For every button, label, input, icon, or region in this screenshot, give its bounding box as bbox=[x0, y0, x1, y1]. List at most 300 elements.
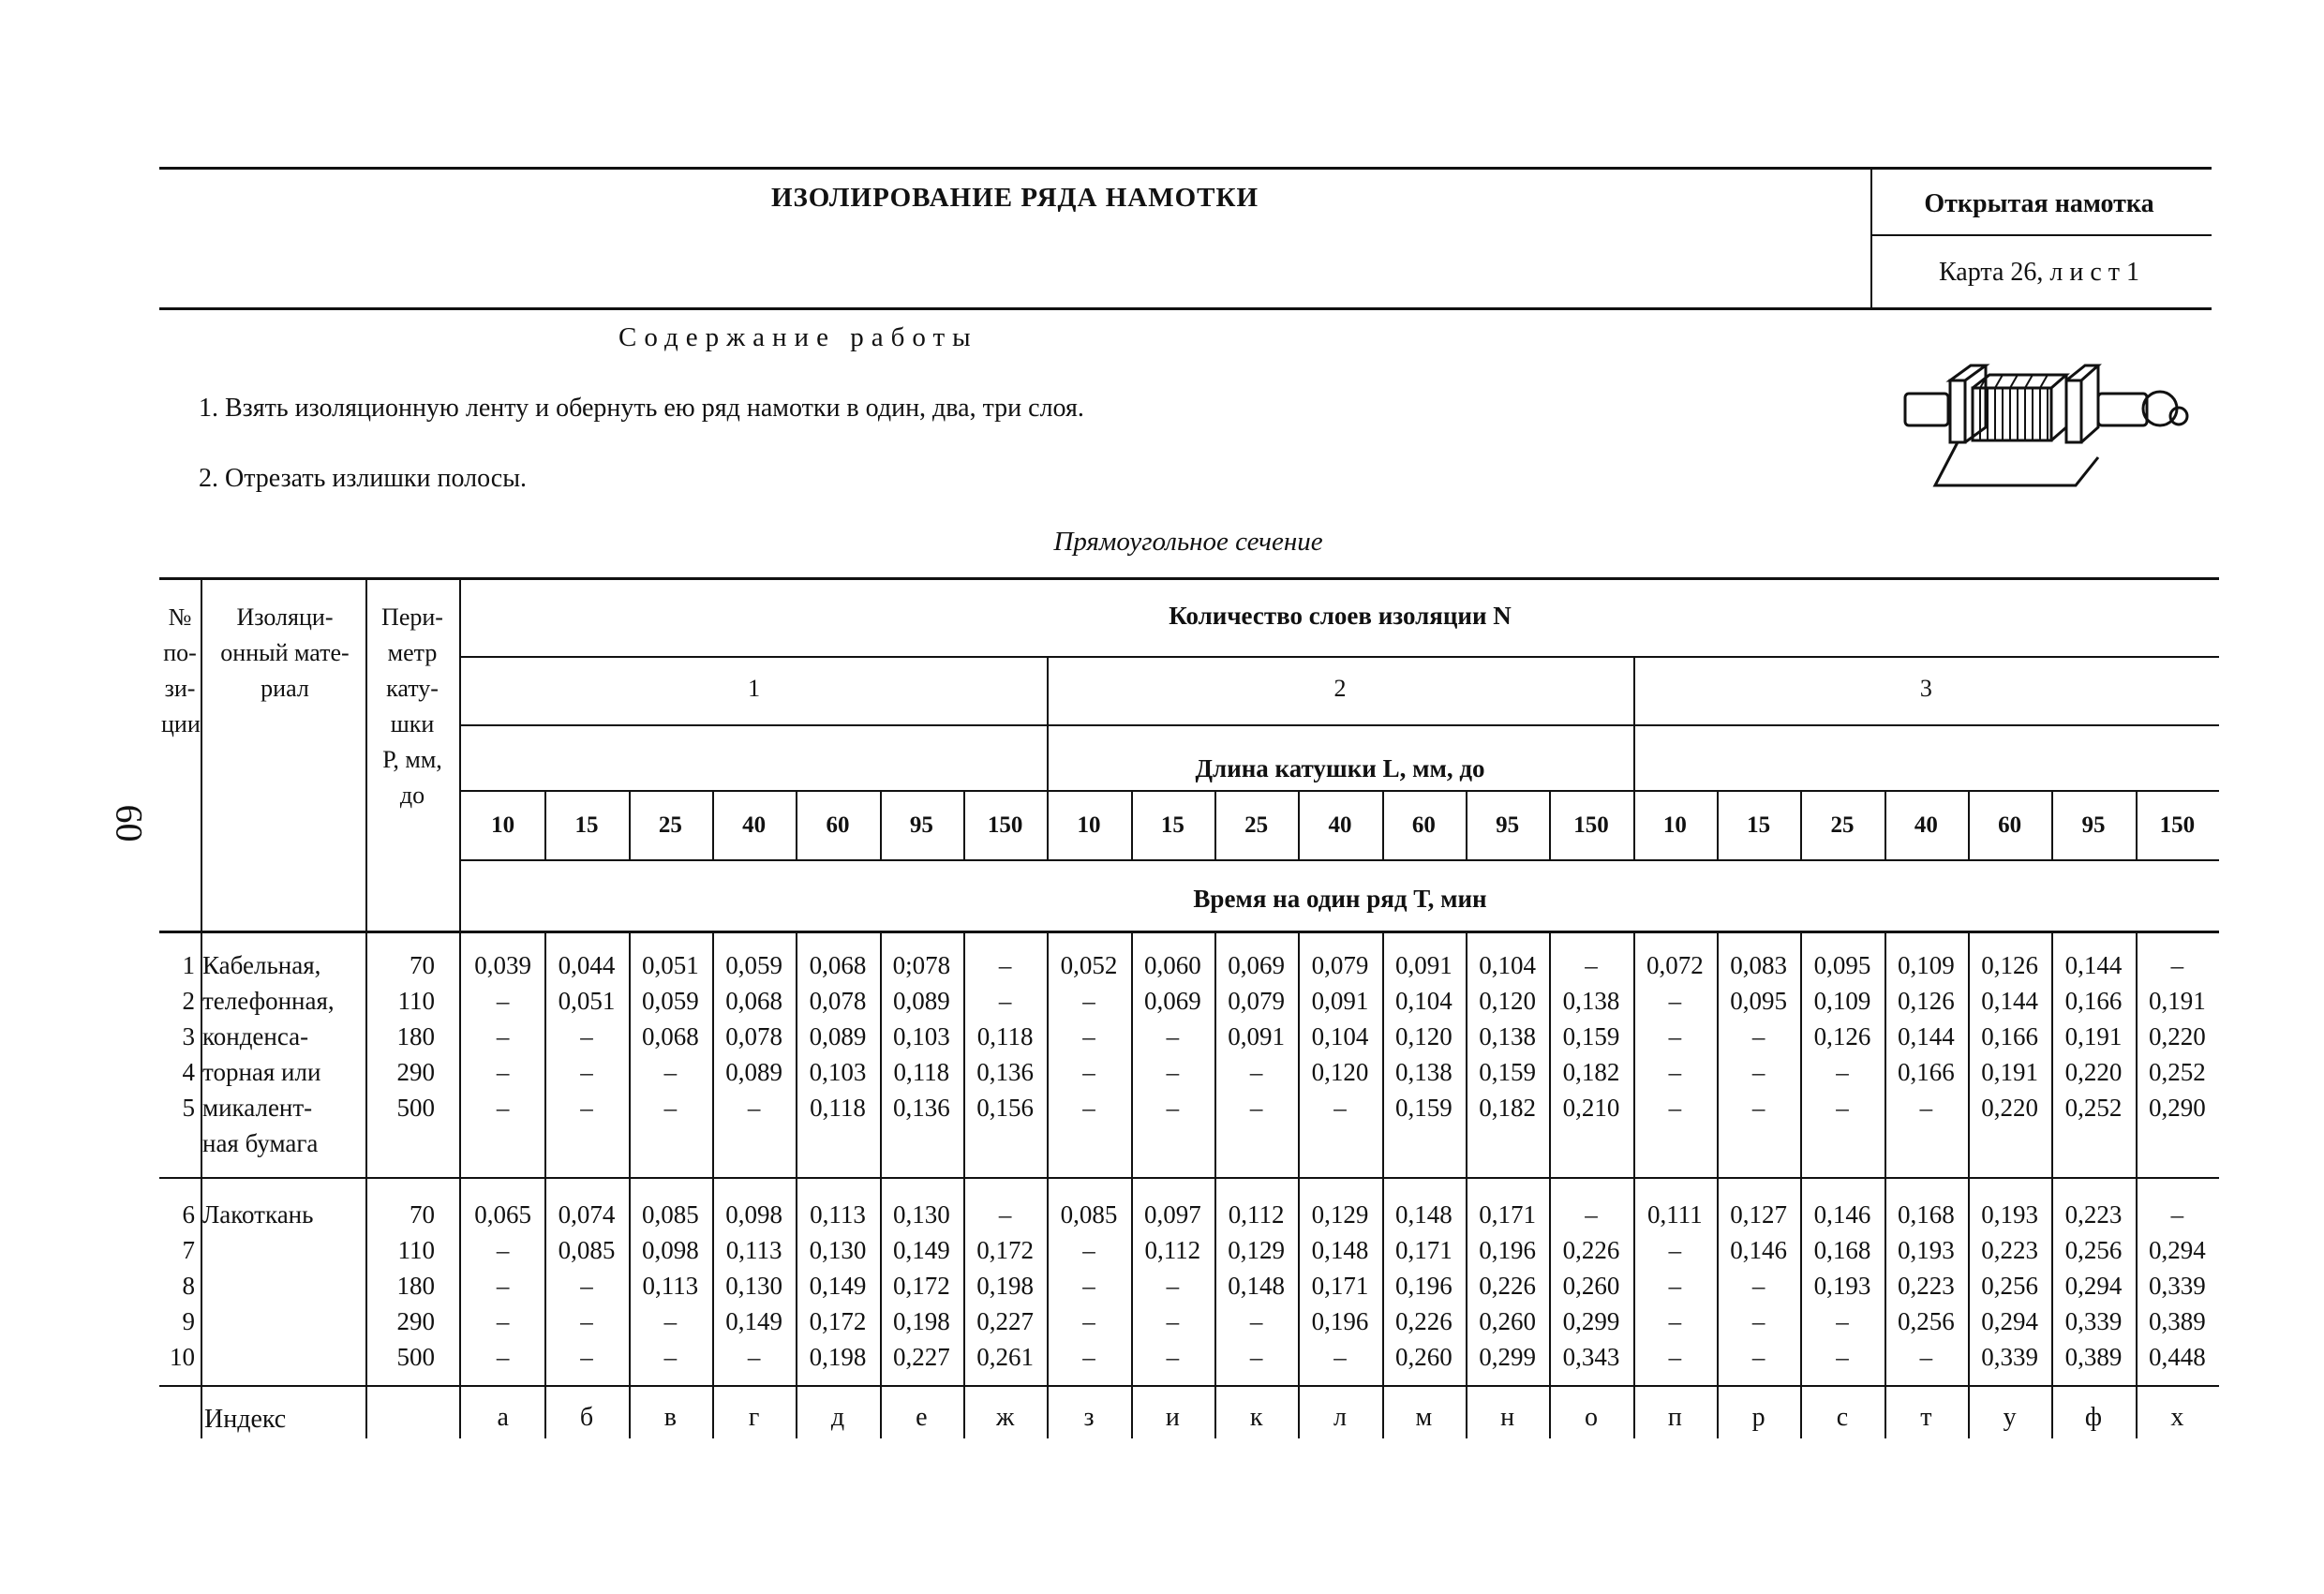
layer-group-2: 2 bbox=[1333, 675, 1347, 702]
row-perimeter: 500 bbox=[396, 1094, 435, 1122]
index-1: б bbox=[579, 1403, 594, 1432]
table-cell: 0,089 bbox=[809, 1022, 867, 1050]
group-separator bbox=[159, 1177, 2219, 1179]
table-cell: 0,172 bbox=[809, 1307, 867, 1335]
length-col-6: 150 bbox=[987, 812, 1023, 838]
table-cell: – bbox=[496, 1272, 510, 1300]
table-top-rule bbox=[159, 577, 2219, 580]
table-cell: – bbox=[1668, 1094, 1682, 1122]
index-4: д bbox=[830, 1403, 845, 1432]
table-cell: – bbox=[1166, 1272, 1180, 1300]
index-separator bbox=[159, 1385, 2219, 1387]
table-cell: – bbox=[1082, 1094, 1095, 1122]
page-title: ИЗОЛИРОВАНИЕ РЯДА НАМОТКИ bbox=[770, 183, 1259, 213]
table-cell: – bbox=[1082, 1307, 1095, 1335]
table-cell: 0,079 bbox=[1228, 987, 1286, 1015]
table-cell: – bbox=[998, 1200, 1012, 1229]
table-cell: – bbox=[1836, 1094, 1849, 1122]
table-cell: – bbox=[1249, 1058, 1263, 1086]
table-cell: 0,260 bbox=[1394, 1343, 1452, 1371]
table-cell: 0,294 bbox=[2064, 1272, 2123, 1300]
length-col-10: 40 bbox=[1328, 812, 1352, 838]
table-cell: 0,343 bbox=[1562, 1343, 1620, 1371]
table-cell: 0,220 bbox=[1981, 1094, 2039, 1122]
table-cell: 0,091 bbox=[1228, 1022, 1286, 1050]
table-cell: 0,078 bbox=[809, 987, 867, 1015]
step-1: 1. Взять изоляционную ленту и обернуть ею ряд намотки в один, два, три слоя. bbox=[199, 394, 1084, 423]
table-cell: 0,223 bbox=[1981, 1236, 2039, 1264]
index-16: с bbox=[1836, 1403, 1849, 1432]
material-line: телефонная, bbox=[202, 987, 335, 1015]
index-7: з bbox=[1083, 1403, 1095, 1432]
table-cell: – bbox=[1751, 1272, 1765, 1300]
table-cell: – bbox=[2170, 1200, 2184, 1229]
length-col-18: 60 bbox=[1998, 812, 2022, 838]
table-cell: – bbox=[496, 1058, 510, 1086]
table-cell: – bbox=[1333, 1343, 1347, 1371]
layer-group-1: 1 bbox=[748, 675, 761, 702]
row-num: 9 bbox=[182, 1307, 195, 1335]
table-cell: – bbox=[1668, 1307, 1682, 1335]
table-cell: 0,148 bbox=[1311, 1236, 1369, 1264]
table-cell: – bbox=[1249, 1094, 1263, 1122]
table-cell: 0,126 bbox=[1981, 951, 2039, 979]
table-rule bbox=[461, 790, 2219, 792]
table-cell: – bbox=[1585, 1200, 1598, 1229]
index-10: л bbox=[1333, 1403, 1347, 1432]
table-rule bbox=[461, 859, 2219, 861]
table-cell: 0,120 bbox=[1311, 1058, 1369, 1086]
row-perimeter: 180 bbox=[396, 1022, 435, 1050]
table-cell: 0,196 bbox=[1479, 1236, 1537, 1264]
length-col-20: 150 bbox=[2159, 812, 2196, 838]
length-col-16: 25 bbox=[1830, 812, 1855, 838]
table-cell: – bbox=[747, 1343, 761, 1371]
length-col-12: 95 bbox=[1496, 812, 1520, 838]
coil-illustration bbox=[1898, 354, 2216, 495]
index-13: о bbox=[1584, 1403, 1598, 1432]
table-cell: 0,130 bbox=[725, 1272, 783, 1300]
table-cell: 0,389 bbox=[2064, 1343, 2123, 1371]
table-cell: – bbox=[1249, 1343, 1263, 1371]
table-cell: 0,149 bbox=[725, 1307, 783, 1335]
material-line: ная бумага bbox=[202, 1129, 319, 1157]
table-cell: – bbox=[496, 1343, 510, 1371]
table-cell: 0,065 bbox=[474, 1200, 532, 1229]
table-cell: 0,136 bbox=[976, 1058, 1035, 1086]
table-cell: 0,159 bbox=[1394, 1094, 1452, 1122]
table-cell: 0,091 bbox=[1394, 951, 1452, 979]
table-cell: 0,166 bbox=[2064, 987, 2123, 1015]
table-cell: 0,113 bbox=[642, 1272, 699, 1300]
table-cell: – bbox=[1668, 1022, 1682, 1050]
table-cell: 0,068 bbox=[725, 987, 783, 1015]
row-num: 1 bbox=[182, 951, 195, 979]
table-cell: 0,168 bbox=[1897, 1200, 1955, 1229]
table-cell: 0,299 bbox=[1479, 1343, 1537, 1371]
table-cell: 0,104 bbox=[1479, 951, 1537, 979]
table-cell: – bbox=[998, 987, 1012, 1015]
table-cell: 0;078 bbox=[892, 951, 951, 979]
winding-type: Открытая намотка bbox=[1924, 189, 2154, 218]
table-cell: 0,112 bbox=[1228, 1200, 1285, 1229]
table-cell: 0,256 bbox=[1981, 1272, 2039, 1300]
table-cell: 0,136 bbox=[892, 1094, 950, 1122]
table-cell: 0,159 bbox=[1562, 1022, 1620, 1050]
table-cell: – bbox=[1082, 987, 1095, 1015]
header-length: Длина катушки L, мм, до bbox=[1195, 754, 1485, 782]
table-cell: 0,191 bbox=[1981, 1058, 2039, 1086]
table-cell: 0,294 bbox=[2148, 1236, 2206, 1264]
layer-group-3: 3 bbox=[1919, 675, 1932, 702]
index-8: и bbox=[1165, 1403, 1180, 1432]
table-cell: 0,168 bbox=[1813, 1236, 1871, 1264]
table-cell: – bbox=[1166, 1343, 1180, 1371]
table-cell: – bbox=[663, 1343, 678, 1371]
row-perimeter: 180 bbox=[396, 1272, 435, 1300]
index-11: м bbox=[1415, 1403, 1433, 1432]
table-cell: 0,146 bbox=[1730, 1236, 1788, 1264]
index-20: х bbox=[2170, 1403, 2184, 1432]
page-number: 60 bbox=[108, 804, 151, 842]
table-cell: 0,227 bbox=[892, 1343, 950, 1371]
table-cell: – bbox=[1585, 951, 1598, 979]
material-line: микалент- bbox=[202, 1094, 313, 1122]
table-cell: – bbox=[1166, 1094, 1180, 1122]
table-cell: 0,120 bbox=[1394, 1022, 1452, 1050]
table-cell: 0,098 bbox=[641, 1236, 699, 1264]
table-cell: 0,095 bbox=[1813, 951, 1871, 979]
table-cell: 0,256 bbox=[2064, 1236, 2123, 1264]
table-cell: 0,083 bbox=[1730, 951, 1788, 979]
table-cell: 0,260 bbox=[1562, 1272, 1620, 1300]
index-12: н bbox=[1500, 1403, 1515, 1432]
table-cell: 0,104 bbox=[1394, 987, 1452, 1015]
row-perimeter: 70 bbox=[410, 951, 435, 979]
table-cell: 0,074 bbox=[558, 1200, 616, 1229]
table-cell: 0,104 bbox=[1311, 1022, 1369, 1050]
table-cell: – bbox=[496, 987, 510, 1015]
header-bottom-rule bbox=[159, 931, 2219, 933]
index-label: Индекс bbox=[204, 1405, 287, 1434]
table-cell: 0,118 bbox=[810, 1094, 866, 1122]
table-cell: – bbox=[1668, 1058, 1682, 1086]
length-col-3: 40 bbox=[742, 812, 767, 838]
row-num: 10 bbox=[170, 1343, 195, 1371]
row-num: 4 bbox=[182, 1058, 195, 1086]
table-cell: 0,109 bbox=[1897, 951, 1955, 979]
table-cell: 0,220 bbox=[2064, 1058, 2123, 1086]
table-cell: 0,044 bbox=[558, 951, 616, 979]
table-cell: 0,261 bbox=[976, 1343, 1035, 1371]
table-cell: 0,226 bbox=[1394, 1307, 1452, 1335]
table-cell: 0,220 bbox=[2148, 1022, 2206, 1050]
table-cell: – bbox=[1751, 1343, 1765, 1371]
content-heading: Содержание работы bbox=[618, 322, 978, 352]
table-cell: – bbox=[1082, 1272, 1095, 1300]
table-cell: – bbox=[580, 1343, 593, 1371]
table-cell: 0,126 bbox=[1813, 1022, 1871, 1050]
table-cell: – bbox=[998, 951, 1012, 979]
table-cell: – bbox=[1082, 1236, 1095, 1264]
row-num: 6 bbox=[182, 1200, 195, 1229]
table-cell: – bbox=[1249, 1307, 1263, 1335]
table-cell: 0,193 bbox=[1813, 1272, 1871, 1300]
table-cell: 0,294 bbox=[1981, 1307, 2039, 1335]
table-cell: 0,193 bbox=[1981, 1200, 2039, 1229]
table-cell: – bbox=[1836, 1058, 1849, 1086]
table-cell: 0,149 bbox=[892, 1236, 950, 1264]
table-cell: 0,290 bbox=[2148, 1094, 2206, 1122]
material-line: Лакоткань bbox=[202, 1200, 314, 1229]
table-cell: 0,113 bbox=[725, 1236, 782, 1264]
row-perimeter: 70 bbox=[410, 1200, 435, 1229]
table-cell: 0,069 bbox=[1143, 987, 1201, 1015]
table-cell: 0,223 bbox=[2064, 1200, 2123, 1229]
index-3: г bbox=[748, 1403, 760, 1432]
material-line: Кабельная, bbox=[202, 951, 321, 979]
table-cell: – bbox=[1668, 1236, 1682, 1264]
table-cell: 0,191 bbox=[2064, 1022, 2123, 1050]
table-cell: – bbox=[1333, 1094, 1347, 1122]
table-cell: – bbox=[1919, 1343, 1933, 1371]
table-cell: 0,144 bbox=[1981, 987, 2039, 1015]
table-rule bbox=[461, 724, 2219, 726]
table-cell: 0,085 bbox=[1060, 1200, 1118, 1229]
index-17: т bbox=[1920, 1403, 1932, 1432]
table-cell: 0,171 bbox=[1311, 1272, 1369, 1300]
table-cell: 0,069 bbox=[1228, 951, 1286, 979]
table-cell: 0,198 bbox=[809, 1343, 867, 1371]
header-time: Время на один ряд Т, мин bbox=[1193, 885, 1487, 913]
index-6: ж bbox=[995, 1403, 1015, 1432]
table-cell: 0,148 bbox=[1228, 1272, 1286, 1300]
index-15: р bbox=[1751, 1403, 1765, 1432]
table-cell: 0,059 bbox=[725, 951, 783, 979]
table-cell: 0,109 bbox=[1813, 987, 1871, 1015]
length-col-1: 15 bbox=[574, 812, 599, 838]
table-cell: 0,223 bbox=[1897, 1272, 1955, 1300]
material-line: торная или bbox=[202, 1058, 321, 1086]
table-cell: 0,172 bbox=[892, 1272, 950, 1300]
table-cell: 0,149 bbox=[809, 1272, 867, 1300]
index-18: у bbox=[2003, 1403, 2017, 1432]
table-cell: 0,126 bbox=[1897, 987, 1955, 1015]
table-cell: – bbox=[1668, 987, 1682, 1015]
row-perimeter: 110 bbox=[397, 987, 435, 1015]
table-cell: 0,156 bbox=[976, 1094, 1035, 1122]
table-cell: 0,171 bbox=[1394, 1236, 1452, 1264]
row-num: 5 bbox=[182, 1094, 195, 1122]
table-cell: 0,118 bbox=[893, 1058, 950, 1086]
table-cell: 0,198 bbox=[892, 1307, 950, 1335]
table-cell: – bbox=[580, 1307, 593, 1335]
table-cell: 0,052 bbox=[1060, 951, 1118, 979]
table-cell: 0,159 bbox=[1479, 1058, 1537, 1086]
material-line: конденса- bbox=[202, 1022, 309, 1050]
row-perimeter: 500 bbox=[396, 1343, 435, 1371]
table-cell: 0,171 bbox=[1479, 1200, 1537, 1229]
table-cell: 0,089 bbox=[892, 987, 950, 1015]
table-cell: 0,256 bbox=[1897, 1307, 1955, 1335]
table-cell: 0,172 bbox=[976, 1236, 1035, 1264]
table-cell: 0,120 bbox=[1479, 987, 1537, 1015]
table-cell: 0,060 bbox=[1143, 951, 1201, 979]
length-col-9: 25 bbox=[1244, 812, 1269, 838]
table-cell: 0,068 bbox=[809, 951, 867, 979]
table-cell: 0,226 bbox=[1562, 1236, 1620, 1264]
table-cell: 0,191 bbox=[2148, 987, 2206, 1015]
table-cell: – bbox=[1082, 1022, 1095, 1050]
table-cell: – bbox=[1751, 1094, 1765, 1122]
table-cell: 0,098 bbox=[725, 1200, 783, 1229]
table-cell: – bbox=[747, 1094, 761, 1122]
table-cell: 0,166 bbox=[1897, 1058, 1955, 1086]
table-cell: – bbox=[1751, 1307, 1765, 1335]
table-cell: – bbox=[1668, 1343, 1682, 1371]
table-cell: – bbox=[1751, 1022, 1765, 1050]
table-cell: 0,103 bbox=[809, 1058, 867, 1086]
table-cell: – bbox=[496, 1094, 510, 1122]
table-cell: 0,103 bbox=[892, 1022, 950, 1050]
row-perimeter: 110 bbox=[397, 1236, 435, 1264]
table-cell: 0,138 bbox=[1562, 987, 1620, 1015]
table-cell: – bbox=[663, 1094, 678, 1122]
table-cell: – bbox=[580, 1058, 593, 1086]
table-cell: 0,227 bbox=[976, 1307, 1035, 1335]
row-perimeter: 290 bbox=[396, 1307, 435, 1335]
table-cell: 0,118 bbox=[976, 1022, 1034, 1050]
table-cell: 0,252 bbox=[2064, 1094, 2123, 1122]
table-cell: – bbox=[1919, 1094, 1933, 1122]
table-cell: – bbox=[1836, 1343, 1849, 1371]
table-cell: – bbox=[1751, 1058, 1765, 1086]
table-cell: 0,260 bbox=[1479, 1307, 1537, 1335]
table-cell: – bbox=[1166, 1058, 1180, 1086]
table-cell: 0,182 bbox=[1562, 1058, 1620, 1086]
length-col-5: 95 bbox=[909, 812, 933, 838]
table-cell: 0,198 bbox=[976, 1272, 1035, 1300]
card-number: Карта 26, л и с т 1 bbox=[1939, 258, 2139, 287]
table-cell: 0,127 bbox=[1730, 1200, 1788, 1229]
table-cell: 0,148 bbox=[1394, 1200, 1452, 1229]
index-5: е bbox=[916, 1403, 928, 1432]
header-layers: Количество слоев изоляции N bbox=[1169, 602, 1512, 630]
row-num: 3 bbox=[182, 1022, 195, 1050]
table-cell: 0,078 bbox=[725, 1022, 783, 1050]
table-cell: – bbox=[663, 1058, 678, 1086]
step-2: 2. Отрезать излишки полосы. bbox=[199, 464, 528, 493]
index-14: п bbox=[1667, 1403, 1682, 1432]
table-cell: 0,196 bbox=[1311, 1307, 1369, 1335]
table-cell: – bbox=[1166, 1307, 1180, 1335]
table-cell: 0,079 bbox=[1311, 951, 1369, 979]
length-col-4: 60 bbox=[826, 812, 850, 838]
length-col-15: 15 bbox=[1747, 812, 1771, 838]
table-cell: 0,130 bbox=[809, 1236, 867, 1264]
table-cell: 0,059 bbox=[641, 987, 699, 1015]
table-cell: 0,051 bbox=[641, 951, 699, 979]
table-cell: – bbox=[496, 1307, 510, 1335]
length-col-17: 40 bbox=[1914, 812, 1938, 838]
table-cell: 0,138 bbox=[1394, 1058, 1452, 1086]
table-cell: 0,089 bbox=[725, 1058, 783, 1086]
table-cell: 0,111 bbox=[1646, 1200, 1703, 1229]
col-header-material: Изоляци- онный мате- риал bbox=[220, 603, 350, 702]
table-cell: 0,085 bbox=[558, 1236, 616, 1264]
table-cell: 0,166 bbox=[1981, 1022, 2039, 1050]
table-cell: – bbox=[496, 1236, 510, 1264]
table-cell: – bbox=[1082, 1343, 1095, 1371]
table-cell: 0,072 bbox=[1646, 951, 1704, 979]
table-cell: – bbox=[496, 1022, 510, 1050]
table-cell: 0,339 bbox=[2064, 1307, 2123, 1335]
table-cell: – bbox=[1082, 1058, 1095, 1086]
col-header-num: № по- зи- ции bbox=[161, 603, 201, 737]
table-caption: Прямоугольное сечение bbox=[1053, 527, 1323, 557]
index-9: к bbox=[1249, 1403, 1263, 1432]
table-cell: – bbox=[580, 1022, 593, 1050]
table-cell: – bbox=[1836, 1307, 1849, 1335]
table-cell: 0,112 bbox=[1144, 1236, 1201, 1264]
index-2: в bbox=[663, 1403, 677, 1432]
table-cell: 0,144 bbox=[1897, 1022, 1955, 1050]
col-header-perimeter: Пери- метр кату- шки Р, мм, до bbox=[381, 603, 443, 809]
length-col-0: 10 bbox=[491, 812, 515, 838]
table-cell: 0,182 bbox=[1479, 1094, 1537, 1122]
length-col-8: 15 bbox=[1160, 812, 1184, 838]
table-cell: 0,389 bbox=[2148, 1307, 2206, 1335]
table-cell: – bbox=[580, 1272, 593, 1300]
table-cell: 0,051 bbox=[558, 987, 616, 1015]
table-cell: 0,196 bbox=[1394, 1272, 1452, 1300]
table-cell: – bbox=[1166, 1022, 1180, 1050]
table-cell: 0,091 bbox=[1311, 987, 1369, 1015]
length-col-7: 10 bbox=[1077, 812, 1101, 838]
index-0: а bbox=[497, 1403, 509, 1432]
table-cell: 0,097 bbox=[1143, 1200, 1201, 1229]
row-num: 8 bbox=[182, 1272, 195, 1300]
table-cell: 0,339 bbox=[2148, 1272, 2206, 1300]
table-cell: 0,144 bbox=[2064, 951, 2123, 979]
table-cell: 0,299 bbox=[1562, 1307, 1620, 1335]
table-cell: 0,039 bbox=[474, 951, 532, 979]
table-cell: 0,138 bbox=[1479, 1022, 1537, 1050]
table-cell: 0,226 bbox=[1479, 1272, 1537, 1300]
table-cell: 0,129 bbox=[1311, 1200, 1369, 1229]
table-cell: 0,068 bbox=[641, 1022, 699, 1050]
row-perimeter: 290 bbox=[396, 1058, 435, 1086]
table-cell: 0,095 bbox=[1730, 987, 1788, 1015]
table-rule bbox=[461, 656, 2219, 658]
table-cell: 0,113 bbox=[810, 1200, 866, 1229]
table-cell: 0,339 bbox=[1981, 1343, 2039, 1371]
length-col-14: 10 bbox=[1662, 812, 1687, 838]
row-num: 7 bbox=[182, 1236, 195, 1264]
length-col-2: 25 bbox=[658, 812, 682, 838]
table-cell: 0,448 bbox=[2148, 1343, 2206, 1371]
length-col-13: 150 bbox=[1573, 812, 1609, 838]
table-cell: – bbox=[1668, 1272, 1682, 1300]
length-col-11: 60 bbox=[1411, 812, 1436, 838]
table-cell: 0,210 bbox=[1562, 1094, 1620, 1122]
index-19: ф bbox=[2084, 1403, 2103, 1432]
table-cell: – bbox=[580, 1094, 593, 1122]
length-col-19: 95 bbox=[2081, 812, 2106, 838]
table-cell: 0,129 bbox=[1228, 1236, 1286, 1264]
table-cell: 0,193 bbox=[1897, 1236, 1955, 1264]
table-cell: 0,146 bbox=[1813, 1200, 1871, 1229]
